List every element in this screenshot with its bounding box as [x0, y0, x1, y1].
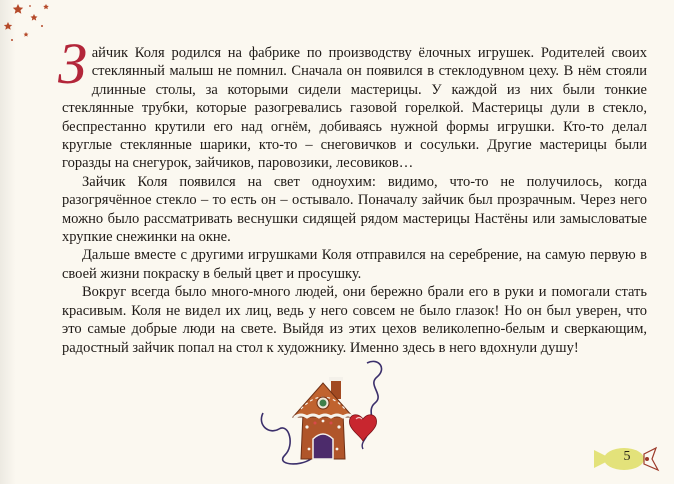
- heart-icon: [349, 415, 376, 441]
- page-number: 5: [623, 449, 631, 464]
- story-text: [58, 31, 647, 357]
- story-paragraph-1: [58, 31, 647, 173]
- drop-cap-letter: З: [58, 31, 87, 96]
- paragraph-1-text: айчик Коля родился на фабрике по производству ёлочных игрушек. Родителей своих стеклянный малыш не помнил. Сначала он появился в стеклодувном цеху. В нём стояли длинные столы, за которыми сидели мастерицы. У каждой из них были тонкие стеклянные трубки, которые разогревались газовой горелкой. Мастерицы дули в стекло, беспрестанно крутили его над огнём, добиваясь нужной формы игрушки. Кто-то делал круглые стеклянные шарики, кто-то – снеговичков и сосульки. Другие мастерицы были горазды на снегурок, зайчиков, паровозики, лесовиков…: [62, 45, 647, 172]
- story-paragraph-4: Вокруг всегда было много-много людей, они бережно брали его в руки и помогали стать красивым. Коля не видел их лиц, ведь у него совсем не было глазок! Но он был уверен, что это самые добрые люди на свете. Выйдя из этих цехов великолепно-белым и сверкающим, радостный зайчик попал на стол к художнику. Именно здесь в него вдохнули душу!: [62, 284, 647, 356]
- gingerbread-house-icon: [255, 355, 415, 470]
- page-spine-shadow: [0, 0, 16, 484]
- story-paragraph-3: Дальше вместе с другими игрушками Коля отправился на серебрение, на самую первую в своей жизни покраску в белый цвет и просушку.: [62, 247, 647, 282]
- story-paragraph-2: Зайчик Коля появился на свет одноухим: видимо, что-то не получилось, когда разогрячённое стекло – то есть он – остывало. Поначалу зайчик был прозрачным. Через него можно было рассматривать веснушки сидящей рядом мастерицы Настёны или замысловатые хрупкие снежинки на окне.: [62, 173, 647, 246]
